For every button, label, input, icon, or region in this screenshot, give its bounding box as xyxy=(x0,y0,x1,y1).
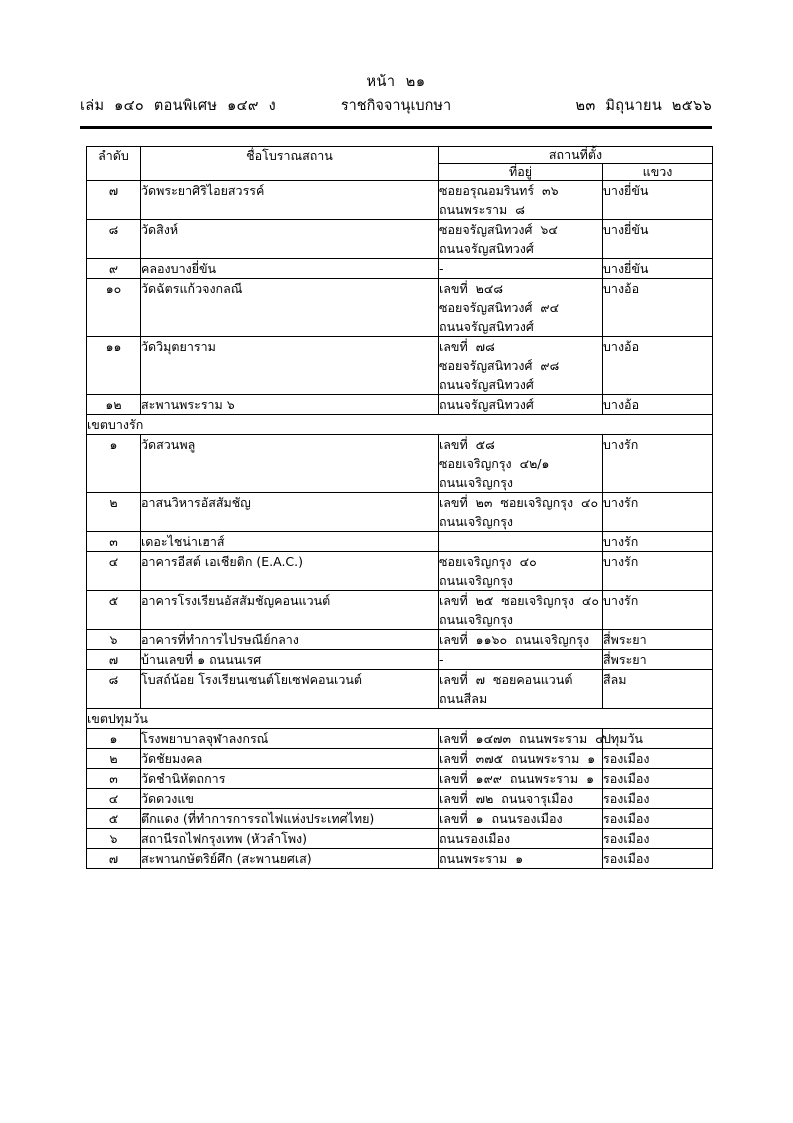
cell-sequence-number: ๖ xyxy=(87,829,141,849)
address-line: ถนนสีลม xyxy=(439,691,488,706)
cell-sequence-number: ๓ xyxy=(87,769,141,789)
district-section-title: เขตบางรัก xyxy=(87,415,713,435)
cell-monument-name: วัดชำนิหัตถการ xyxy=(141,769,439,789)
cell-monument-name: วัดวิมุตยาราม xyxy=(141,337,439,395)
cell-subdistrict: บางรัก xyxy=(603,532,713,552)
table-row xyxy=(87,749,713,769)
table-row xyxy=(87,493,713,532)
address-line: - xyxy=(439,261,444,276)
address-line xyxy=(439,532,602,551)
cell-sequence-number: ๓ xyxy=(87,532,141,552)
table-row xyxy=(87,630,713,650)
cell-subdistrict: บางยี่ขัน xyxy=(603,181,713,220)
cell-subdistrict: รองเมือง xyxy=(603,769,713,789)
gazette-title: ราชกิจจานุเบกษา xyxy=(340,98,452,114)
address-line: เลขที่ ๗ ซอยคอนแวนต์ xyxy=(439,672,573,687)
address-line: - xyxy=(439,652,444,667)
cell-subdistrict: รองเมือง xyxy=(603,809,713,829)
cell-monument-name: วัดสวนพลู xyxy=(141,435,439,493)
cell-address xyxy=(439,749,603,769)
cell-address xyxy=(439,532,603,552)
table-row xyxy=(87,181,713,220)
cell-sequence-number: ๔ xyxy=(87,789,141,809)
address-line: ถนนจรัญสนิทวงศ์ xyxy=(439,377,534,392)
address-line: ซอยจรัญสนิทวงศ์ ๙๔ xyxy=(439,300,560,315)
address-line: เลขที่ ๑ ถนนรองเมือง xyxy=(439,811,563,826)
cell-sequence-number: ๗ xyxy=(87,650,141,670)
ancient-monument-table xyxy=(86,146,713,869)
cell-address xyxy=(439,220,603,259)
cell-monument-name: วัดฉัตรแก้วจงกลณี xyxy=(141,279,439,337)
cell-monument-name: วัดดวงแข xyxy=(141,789,439,809)
cell-address xyxy=(439,552,603,591)
cell-subdistrict: บางยี่ขัน xyxy=(603,259,713,279)
volume-issue-label: เล่ม ๑๔๐ ตอนพิเศษ ๑๔๙ ง xyxy=(80,98,276,114)
masthead-divider xyxy=(80,126,712,129)
cell-address xyxy=(439,337,603,395)
address-line: ถนนเจริญกรุง xyxy=(439,612,514,627)
cell-address xyxy=(439,630,603,650)
address-line: ถนนรองเมือง xyxy=(439,831,511,846)
district-section-row xyxy=(87,709,713,729)
cell-monument-name: วัดชัยมงคล xyxy=(141,749,439,769)
address-line: เลขที่ ๑๑๖๐ ถนนเจริญกรุง xyxy=(439,632,590,647)
cell-monument-name: อาคารอีสต์ เอเชียติก (E.A.C.) xyxy=(141,552,439,591)
address-line: ถนนเจริญกรุง xyxy=(439,514,514,529)
cell-address xyxy=(439,591,603,630)
cell-subdistrict: บางอ้อ xyxy=(603,337,713,395)
column-header-location: สถานที่ตั้ง xyxy=(439,147,713,164)
cell-address xyxy=(439,729,603,749)
table-row xyxy=(87,789,713,809)
cell-address xyxy=(439,435,603,493)
cell-monument-name: สถานีรถไฟกรุงเทพ (หัวลำโพง) xyxy=(141,829,439,849)
cell-monument-name: คลองบางยี่ขัน xyxy=(141,259,439,279)
address-line: ถนนจรัญสนิทวงศ์ xyxy=(439,241,534,256)
district-section-title: เขตปทุมวัน xyxy=(87,709,713,729)
cell-subdistrict: สี่พระยา xyxy=(603,650,713,670)
cell-subdistrict: บางรัก xyxy=(603,591,713,630)
table-body xyxy=(87,181,713,869)
cell-address xyxy=(439,670,603,709)
address-line: ซอยเจริญกรุง ๔๐ xyxy=(439,554,537,569)
cell-monument-name: โบสถ์น้อย โรงเรียนเซนต์โยเซฟคอนเวนต์ xyxy=(141,670,439,709)
address-line: เลขที่ ๕๘ xyxy=(439,437,495,452)
table-row xyxy=(87,279,713,337)
masthead-main-line xyxy=(80,94,712,120)
address-line: ซอยเจริญกรุง ๔๒/๑ xyxy=(439,456,550,471)
cell-subdistrict: บางอ้อ xyxy=(603,279,713,337)
table-row xyxy=(87,259,713,279)
masthead xyxy=(80,72,712,120)
cell-sequence-number: ๒ xyxy=(87,493,141,532)
publication-date-label: ๒๓ มิถุนายน ๒๕๖๖ xyxy=(575,98,712,114)
address-line: ถนนพระราม ๘ xyxy=(439,202,525,217)
address-line: ซอยอรุณอมรินทร์ ๓๖ xyxy=(439,183,559,198)
address-line: ถนนพระราม ๑ xyxy=(439,851,524,866)
cell-subdistrict: บางรัก xyxy=(603,435,713,493)
table-row xyxy=(87,769,713,789)
cell-sequence-number: ๑๑ xyxy=(87,337,141,395)
table-row xyxy=(87,729,713,749)
table-row xyxy=(87,435,713,493)
district-section-row xyxy=(87,415,713,435)
address-line: ซอยจรัญสนิทวงศ์ ๙๘ xyxy=(439,358,560,373)
cell-subdistrict: รองเมือง xyxy=(603,849,713,869)
cell-subdistrict: รองเมือง xyxy=(603,749,713,769)
address-line: ถนนจรัญสนิทวงศ์ xyxy=(439,397,534,412)
cell-sequence-number: ๘ xyxy=(87,220,141,259)
address-line: ซอยจรัญสนิทวงศ์ ๖๔ xyxy=(439,222,558,237)
cell-address xyxy=(439,809,603,829)
address-line: เลขที่ ๗๒ ถนนจารุเมือง xyxy=(439,791,574,806)
address-line: เลขที่ ๑๔๗๓ ถนนพระราม ๔ xyxy=(439,731,605,746)
cell-monument-name: สะพานพระราม ๖ xyxy=(141,395,439,415)
address-line: ถนนเจริญกรุง xyxy=(439,573,514,588)
cell-subdistrict: บางรัก xyxy=(603,493,713,532)
address-line: เลขที่ ๓๗๕ ถนนพระราม ๑ xyxy=(439,751,596,766)
cell-subdistrict: บางอ้อ xyxy=(603,395,713,415)
table-row xyxy=(87,849,713,869)
cell-subdistrict: สีลม xyxy=(603,670,713,709)
cell-address xyxy=(439,181,603,220)
table-row xyxy=(87,591,713,630)
cell-sequence-number: ๖ xyxy=(87,630,141,650)
table-header xyxy=(87,147,713,181)
cell-sequence-number: ๙ xyxy=(87,259,141,279)
cell-address xyxy=(439,493,603,532)
cell-sequence-number: ๑ xyxy=(87,435,141,493)
cell-subdistrict: บางยี่ขัน xyxy=(603,220,713,259)
cell-subdistrict: รองเมือง xyxy=(603,829,713,849)
cell-monument-name: บ้านเลขที่ ๑ ถนนนเรศ xyxy=(141,650,439,670)
address-line: ถนนจรัญสนิทวงศ์ xyxy=(439,319,534,334)
cell-address xyxy=(439,279,603,337)
cell-subdistrict: สี่พระยา xyxy=(603,630,713,650)
address-line: เลขที่ ๗๘ xyxy=(439,339,495,354)
cell-address xyxy=(439,395,603,415)
table-row xyxy=(87,829,713,849)
cell-sequence-number: ๑๐ xyxy=(87,279,141,337)
column-header-address: ที่อยู่ xyxy=(439,164,603,181)
table-row xyxy=(87,337,713,395)
cell-monument-name: อาสนวิหารอัสสัมชัญ xyxy=(141,493,439,532)
address-line: เลขที่ ๒๔๘ xyxy=(439,281,504,296)
table-row xyxy=(87,670,713,709)
cell-address xyxy=(439,650,603,670)
cell-sequence-number: ๘ xyxy=(87,670,141,709)
table-row xyxy=(87,809,713,829)
address-line: ถนนเจริญกรุง xyxy=(439,475,514,490)
column-header-subdistrict: แขวง xyxy=(603,164,713,181)
cell-sequence-number: ๑ xyxy=(87,729,141,749)
cell-monument-name: อาคารที่ทำการไปรษณีย์กลาง xyxy=(141,630,439,650)
table-row xyxy=(87,650,713,670)
address-line: เลขที่ ๒๕ ซอยเจริญกรุง ๔๐ xyxy=(439,593,600,608)
cell-sequence-number: ๗ xyxy=(87,181,141,220)
cell-address xyxy=(439,789,603,809)
cell-monument-name: สะพานกษัตริย์ศึก (สะพานยศเส) xyxy=(141,849,439,869)
cell-address xyxy=(439,849,603,869)
cell-sequence-number: ๔ xyxy=(87,552,141,591)
cell-sequence-number: ๗ xyxy=(87,849,141,869)
cell-subdistrict: ปทุมวัน xyxy=(603,729,713,749)
cell-subdistrict: รองเมือง xyxy=(603,789,713,809)
column-header-no: ลำดับ xyxy=(87,147,141,181)
cell-address xyxy=(439,259,603,279)
cell-monument-name: อาคารโรงเรียนอัสสัมชัญคอนแวนต์ xyxy=(141,591,439,630)
cell-monument-name: เดอะไชน่าเฮาส์ xyxy=(141,532,439,552)
cell-monument-name: วัดสิงห์ xyxy=(141,220,439,259)
cell-monument-name: วัดพระยาศิริไอยสวรรค์ xyxy=(141,181,439,220)
cell-sequence-number: ๕ xyxy=(87,591,141,630)
table-row xyxy=(87,532,713,552)
table-row xyxy=(87,552,713,591)
cell-address xyxy=(439,829,603,849)
cell-address xyxy=(439,769,603,789)
cell-sequence-number: ๒ xyxy=(87,749,141,769)
cell-monument-name: โรงพยาบาลจุฬาลงกรณ์ xyxy=(141,729,439,749)
table-row xyxy=(87,395,713,415)
column-header-name: ชื่อโบราณสถาน xyxy=(141,147,439,181)
address-line: เลขที่ ๒๓ ซอยเจริญกรุง ๔๐ xyxy=(439,495,599,510)
page-number-label: หน้า ๒๑ xyxy=(366,74,426,90)
table-row xyxy=(87,220,713,259)
cell-sequence-number: ๕ xyxy=(87,809,141,829)
cell-monument-name: ตึกแดง (ที่ทำการการรถไฟแห่งประเทศไทย) xyxy=(141,809,439,829)
cell-subdistrict: บางรัก xyxy=(603,552,713,591)
address-line: เลขที่ ๑๙๙ ถนนพระราม ๑ xyxy=(439,771,595,786)
cell-sequence-number: ๑๒ xyxy=(87,395,141,415)
table-header-row-1 xyxy=(87,147,713,164)
